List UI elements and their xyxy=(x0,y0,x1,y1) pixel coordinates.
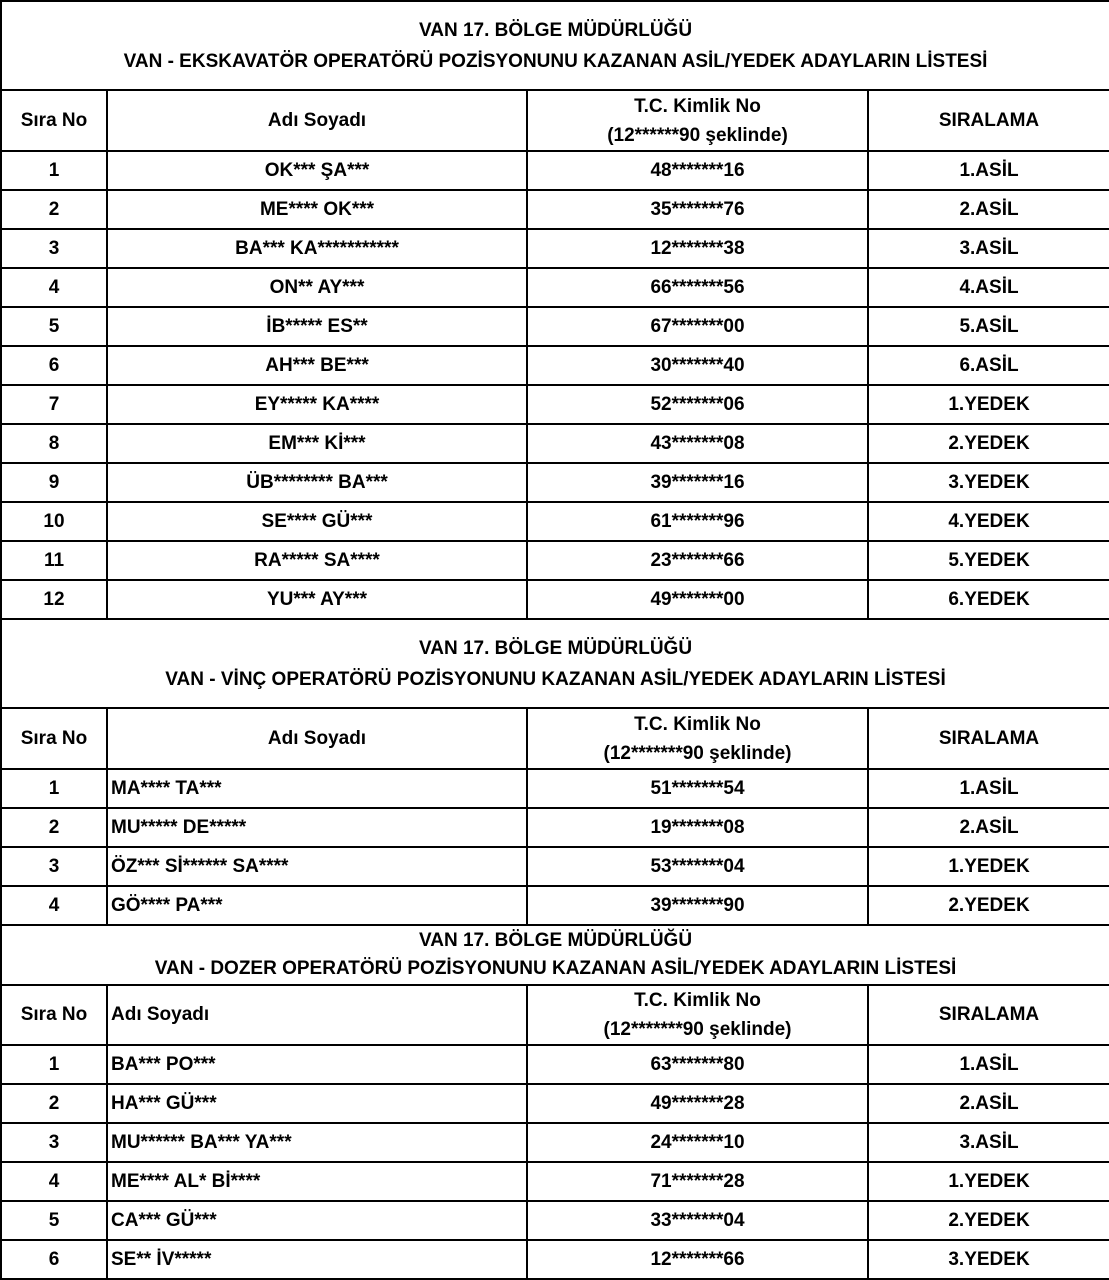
cell-sira-no: 5 xyxy=(1,307,107,346)
cell-sira-no: 1 xyxy=(1,151,107,190)
cell-sira-no: 9 xyxy=(1,463,107,502)
cell-rank: 2.YEDEK xyxy=(868,1201,1109,1240)
cell-name: MU***** DE***** xyxy=(107,808,527,847)
header-adi-soyadi: Adı Soyadı xyxy=(107,985,527,1045)
cell-sira-no: 3 xyxy=(1,1123,107,1162)
table-row xyxy=(1,346,1109,385)
cell-name: İB***** ES** xyxy=(107,307,527,346)
section-title-line1: VAN 17. BÖLGE MÜDÜRLÜĞÜ xyxy=(418,637,693,659)
cell-sira-no: 1 xyxy=(1,769,107,808)
cell-name: ÖZ*** Sİ****** SA**** xyxy=(107,847,527,886)
cell-name: OK*** ŞA*** xyxy=(107,151,527,190)
cell-tc: 67*******00 xyxy=(527,307,868,346)
section-title-line2: VAN - EKSKAVATÖR OPERATÖRÜ POZİSYONUNU KAZANAN ASİL/YEDEK ADAYLARIN LİSTESİ xyxy=(123,50,988,72)
cell-rank: 1.ASİL xyxy=(868,151,1109,190)
cell-name: SE**** GÜ*** xyxy=(107,502,527,541)
table-row xyxy=(1,769,1109,808)
cell-tc: 30*******40 xyxy=(527,346,868,385)
cell-rank: 3.YEDEK xyxy=(868,1240,1109,1279)
cell-sira-no: 11 xyxy=(1,541,107,580)
section-title xyxy=(1,1,1109,90)
table-row xyxy=(1,424,1109,463)
cell-sira-no: 4 xyxy=(1,886,107,925)
header-row xyxy=(1,985,1109,1045)
table-row xyxy=(1,541,1109,580)
header-tc-line2: (12*******90 şeklinde) xyxy=(603,742,792,764)
cell-rank: 2.ASİL xyxy=(868,1084,1109,1123)
cell-tc: 33*******04 xyxy=(527,1201,868,1240)
table-row xyxy=(1,1084,1109,1123)
cell-rank: 2.ASİL xyxy=(868,190,1109,229)
cell-tc: 61*******96 xyxy=(527,502,868,541)
cell-name: ME**** AL* Bİ**** xyxy=(107,1162,527,1201)
table-row xyxy=(1,151,1109,190)
header-adi-soyadi: Adı Soyadı xyxy=(107,90,527,151)
cell-rank: 6.YEDEK xyxy=(868,580,1109,619)
table-row xyxy=(1,847,1109,886)
header-tc-line1: T.C. Kimlik No xyxy=(634,713,761,735)
header-siralama: SIRALAMA xyxy=(868,708,1109,769)
table-row xyxy=(1,886,1109,925)
cell-tc: 53*******04 xyxy=(527,847,868,886)
cell-tc: 24*******10 xyxy=(527,1123,868,1162)
table-row xyxy=(1,190,1109,229)
header-tc-kimlik xyxy=(527,708,868,769)
cell-rank: 5.YEDEK xyxy=(868,541,1109,580)
cell-rank: 2.YEDEK xyxy=(868,886,1109,925)
cell-name: AH*** BE*** xyxy=(107,346,527,385)
table-row xyxy=(1,385,1109,424)
cell-rank: 1.YEDEK xyxy=(868,847,1109,886)
header-row xyxy=(1,708,1109,769)
cell-tc: 49*******28 xyxy=(527,1084,868,1123)
table-row xyxy=(1,307,1109,346)
cell-tc: 51*******54 xyxy=(527,769,868,808)
cell-name: HA*** GÜ*** xyxy=(107,1084,527,1123)
cell-tc: 39*******90 xyxy=(527,886,868,925)
table-row xyxy=(1,1045,1109,1084)
cell-name: SE** İV***** xyxy=(107,1240,527,1279)
cell-sira-no: 5 xyxy=(1,1201,107,1240)
cell-sira-no: 12 xyxy=(1,580,107,619)
cell-sira-no: 8 xyxy=(1,424,107,463)
cell-name: ON** AY*** xyxy=(107,268,527,307)
cell-tc: 49*******00 xyxy=(527,580,868,619)
cell-tc: 19*******08 xyxy=(527,808,868,847)
cell-sira-no: 7 xyxy=(1,385,107,424)
cell-rank: 3.YEDEK xyxy=(868,463,1109,502)
cell-name: MU****** BA*** YA*** xyxy=(107,1123,527,1162)
section-title-row xyxy=(1,619,1109,708)
cell-tc: 35*******76 xyxy=(527,190,868,229)
table-row xyxy=(1,502,1109,541)
cell-rank: 1.ASİL xyxy=(868,1045,1109,1084)
cell-name: BA*** PO*** xyxy=(107,1045,527,1084)
table-row xyxy=(1,463,1109,502)
cell-name: RA***** SA**** xyxy=(107,541,527,580)
cell-tc: 23*******66 xyxy=(527,541,868,580)
header-sira-no: Sıra No xyxy=(1,985,107,1045)
cell-name: GÖ**** PA*** xyxy=(107,886,527,925)
section-title-line1: VAN 17. BÖLGE MÜDÜRLÜĞÜ xyxy=(418,19,693,41)
cell-name: ME**** OK*** xyxy=(107,190,527,229)
cell-sira-no: 4 xyxy=(1,1162,107,1201)
cell-rank: 5.ASİL xyxy=(868,307,1109,346)
cell-name: CA*** GÜ*** xyxy=(107,1201,527,1240)
section-title-line2: VAN - VİNÇ OPERATÖRÜ POZİSYONUNU KAZANAN ASİL/YEDEK ADAYLARIN LİSTESİ xyxy=(165,668,946,690)
cell-sira-no: 10 xyxy=(1,502,107,541)
header-sira-no: Sıra No xyxy=(1,708,107,769)
cell-tc: 48*******16 xyxy=(527,151,868,190)
table-row xyxy=(1,1162,1109,1201)
cell-sira-no: 2 xyxy=(1,190,107,229)
cell-sira-no: 3 xyxy=(1,229,107,268)
header-tc-kimlik xyxy=(527,985,868,1045)
header-tc-line1: T.C. Kimlik No xyxy=(634,95,761,117)
cell-name: EM*** Kİ*** xyxy=(107,424,527,463)
cell-tc: 39*******16 xyxy=(527,463,868,502)
header-adi-soyadi: Adı Soyadı xyxy=(107,708,527,769)
cell-tc: 63*******80 xyxy=(527,1045,868,1084)
cell-rank: 1.YEDEK xyxy=(868,1162,1109,1201)
cell-name: MA**** TA*** xyxy=(107,769,527,808)
cell-tc: 66*******56 xyxy=(527,268,868,307)
header-row xyxy=(1,90,1109,151)
cell-name: ÜB******** BA*** xyxy=(107,463,527,502)
cell-tc: 71*******28 xyxy=(527,1162,868,1201)
table-row xyxy=(1,229,1109,268)
cell-sira-no: 6 xyxy=(1,1240,107,1279)
header-tc-line2: (12*******90 şeklinde) xyxy=(603,1019,792,1040)
cell-rank: 1.YEDEK xyxy=(868,385,1109,424)
section-title xyxy=(1,925,1109,985)
header-sira-no: Sıra No xyxy=(1,90,107,151)
cell-rank: 1.ASİL xyxy=(868,769,1109,808)
table-row xyxy=(1,268,1109,307)
cell-tc: 12*******38 xyxy=(527,229,868,268)
cell-sira-no: 6 xyxy=(1,346,107,385)
table-row xyxy=(1,1201,1109,1240)
cell-rank: 3.ASİL xyxy=(868,229,1109,268)
cell-rank: 4.YEDEK xyxy=(868,502,1109,541)
header-tc-line2: (12******90 şeklinde) xyxy=(607,124,788,146)
header-tc-kimlik xyxy=(527,90,868,151)
table-row xyxy=(1,580,1109,619)
cell-name: YU*** AY*** xyxy=(107,580,527,619)
cell-sira-no: 3 xyxy=(1,847,107,886)
header-tc-line1: T.C. Kimlik No xyxy=(634,990,761,1011)
table-row xyxy=(1,808,1109,847)
table-row xyxy=(1,1240,1109,1279)
cell-rank: 2.ASİL xyxy=(868,808,1109,847)
cell-sira-no: 1 xyxy=(1,1045,107,1084)
cell-tc: 12*******66 xyxy=(527,1240,868,1279)
section-title xyxy=(1,619,1109,708)
cell-rank: 4.ASİL xyxy=(868,268,1109,307)
cell-name: BA*** KA*********** xyxy=(107,229,527,268)
table-row xyxy=(1,1123,1109,1162)
cell-tc: 52*******06 xyxy=(527,385,868,424)
cell-rank: 2.YEDEK xyxy=(868,424,1109,463)
header-siralama: SIRALAMA xyxy=(868,90,1109,151)
header-siralama: SIRALAMA xyxy=(868,985,1109,1045)
section-title-line1: VAN 17. BÖLGE MÜDÜRLÜĞÜ xyxy=(418,930,693,951)
cell-tc: 43*******08 xyxy=(527,424,868,463)
cell-name: EY***** KA**** xyxy=(107,385,527,424)
cell-sira-no: 2 xyxy=(1,1084,107,1123)
cell-rank: 3.ASİL xyxy=(868,1123,1109,1162)
cell-sira-no: 2 xyxy=(1,808,107,847)
cell-rank: 6.ASİL xyxy=(868,346,1109,385)
section-title-row xyxy=(1,925,1109,985)
section-title-line2: VAN - DOZER OPERATÖRÜ POZİSYONUNU KAZANAN ASİL/YEDEK ADAYLARIN LİSTESİ xyxy=(154,958,957,979)
section-title-row xyxy=(1,1,1109,90)
cell-sira-no: 4 xyxy=(1,268,107,307)
